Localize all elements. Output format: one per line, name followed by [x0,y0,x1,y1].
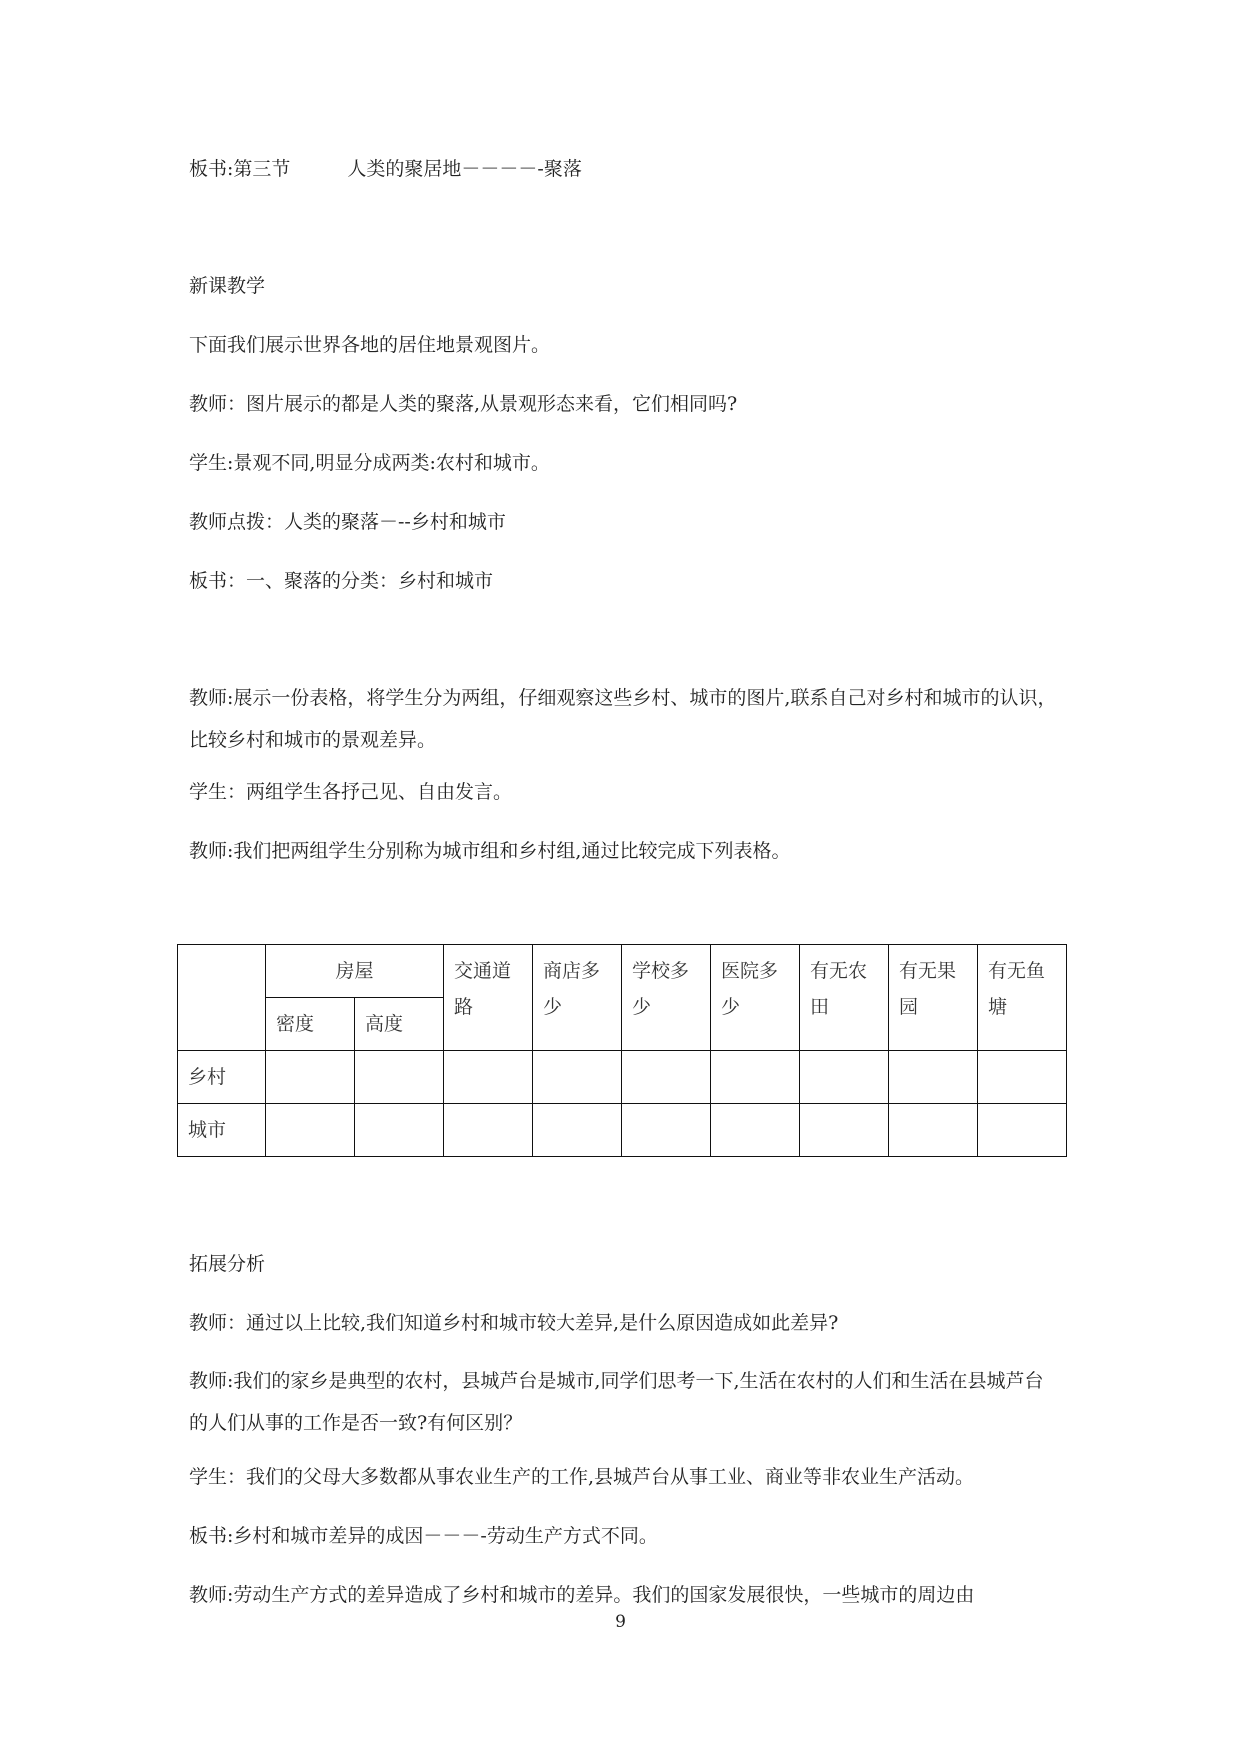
table-cell [266,1104,355,1157]
paragraph: 教师：图片展示的都是人类的聚落,从景观形态来看，它们相同吗? [189,393,738,415]
header-traffic: 交通道路 [444,945,533,1051]
table-cell [889,1104,978,1157]
table-cell [622,1051,711,1104]
comparison-table [177,944,1067,1157]
paragraph: 学生：我们的父母大多数都从事农业生产的工作,县城芦台从事工业、商业等非农业生产活动。 [189,1466,975,1488]
paragraph: 教师点拨：人类的聚落－--乡村和城市 [189,511,506,533]
table-corner-cell [178,945,266,1051]
table-cell [266,1051,355,1104]
table-cell [622,1104,711,1157]
table-cell [889,1051,978,1104]
table-row [178,1051,1067,1104]
paragraph: 教师:我们把两组学生分别称为城市组和乡村组,通过比较完成下列表格。 [189,840,791,862]
board-heading: 板书:第三节 人类的聚居地－－－－-聚落 [189,158,582,180]
header-house: 房屋 [266,945,444,998]
section-heading-new-lesson: 新课教学 [189,275,266,297]
header-hospitals: 医院多少 [711,945,800,1051]
header-shops: 商店多少 [533,945,622,1051]
header-fishpond: 有无鱼塘 [978,945,1067,1051]
paragraph: 教师:我们的家乡是典型的农村，县城芦台是城市,同学们思考一下,生活在农村的人们和生活在县城芦台的人们从事的工作是否一致?有何区别？ [189,1370,1044,1434]
table-cell [978,1104,1067,1157]
paragraph: 教师:展示一份表格，将学生分为两组，仔细观察这些乡村、城市的图片,联系自己对乡村和城市的认识，比较乡村和城市的景观差异。 [189,687,1057,751]
board-note: 板书:乡村和城市差异的成因－－－-劳动生产方式不同。 [189,1525,658,1547]
board-note: 板书：一、聚落的分类：乡村和城市 [189,570,494,592]
paragraph: 学生：两组学生各抒己见、自由发言。 [189,781,513,803]
paragraph: 下面我们展示世界各地的居住地景观图片。 [189,334,551,356]
table-cell [533,1104,622,1157]
table-cell [711,1051,800,1104]
row-label-city: 城市 [178,1104,266,1157]
table-cell [444,1104,533,1157]
table-cell [355,1104,444,1157]
paragraph: 学生:景观不同,明显分成两类:农村和城市。 [189,452,550,474]
header-farmland: 有无农田 [800,945,889,1051]
header-height: 高度 [355,998,444,1051]
header-density: 密度 [266,998,355,1051]
page-number: 9 [615,1612,626,1632]
table-row [178,1104,1067,1157]
header-schools: 学校多少 [622,945,711,1051]
table-cell [711,1104,800,1157]
table-cell [800,1104,889,1157]
section-heading-extension: 拓展分析 [189,1253,266,1275]
table-cell [978,1051,1067,1104]
table-cell [444,1051,533,1104]
header-orchard: 有无果园 [889,945,978,1051]
row-label-rural: 乡村 [178,1051,266,1104]
paragraph: 教师:劳动生产方式的差异造成了乡村和城市的差异。我们的国家发展很快，一些城市的周边由 [189,1584,975,1606]
table-cell [355,1051,444,1104]
paragraph: 教师：通过以上比较,我们知道乡村和城市较大差异,是什么原因造成如此差异? [189,1312,839,1334]
table-cell [533,1051,622,1104]
table-cell [800,1051,889,1104]
